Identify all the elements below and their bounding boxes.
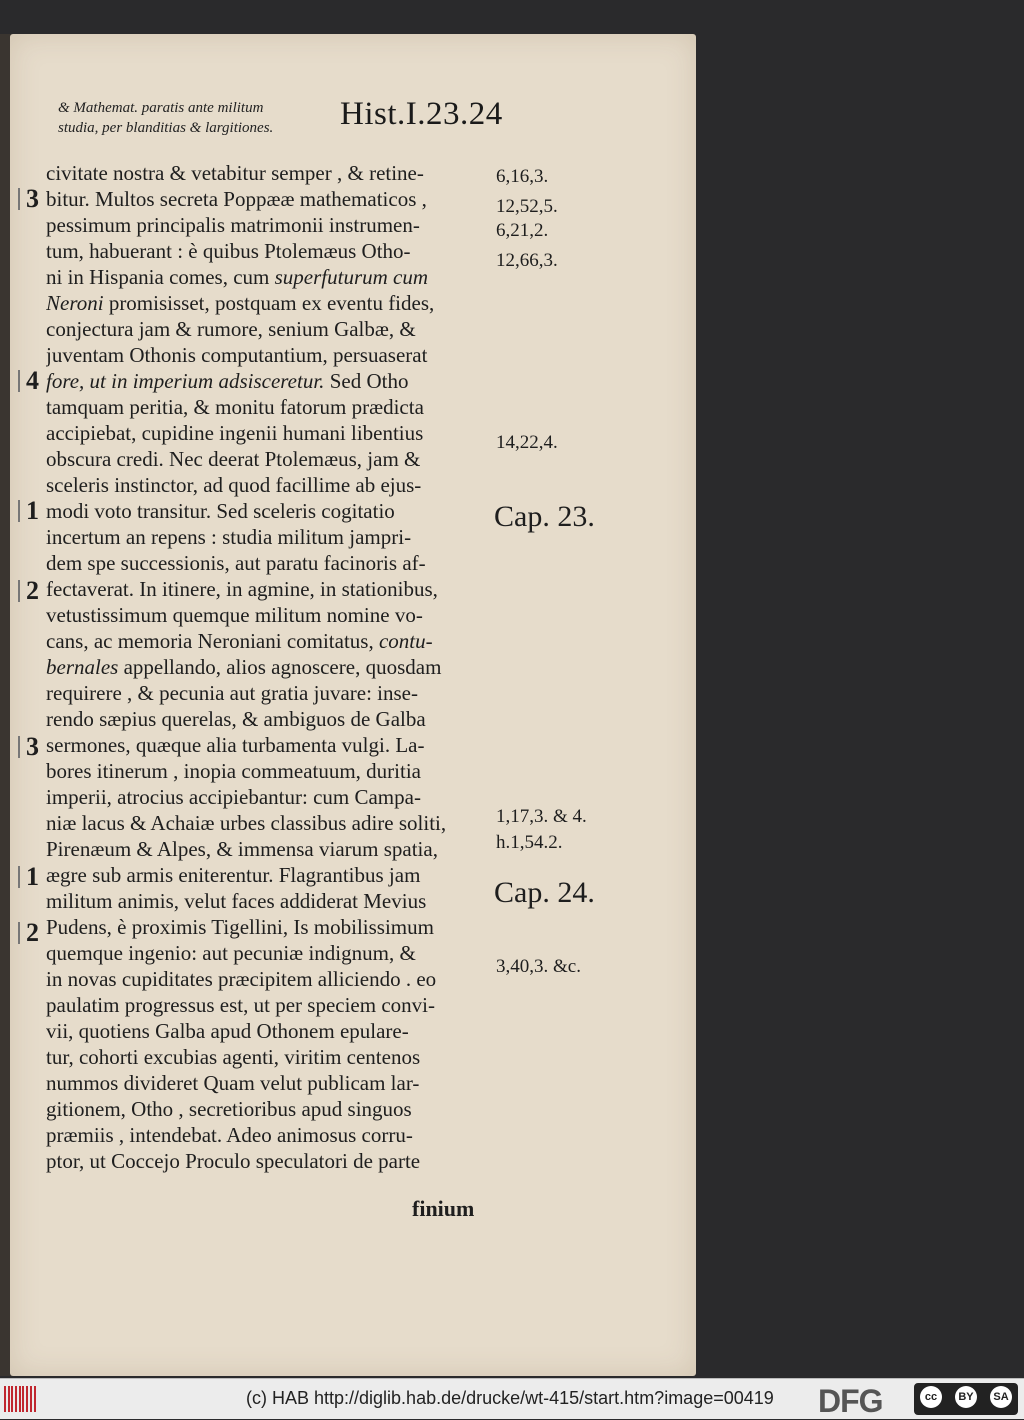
text-line-20-italic: bernales [46, 655, 119, 679]
margin-number: 1 [26, 862, 39, 891]
margin-bar [18, 736, 20, 758]
margin-ref: 12,66,3. [496, 250, 558, 271]
text-line-15: incertum an repens : studia militum jampri- [46, 525, 412, 549]
text-line-7: conjectura jam & rumore, senium Galbæ, & [46, 317, 416, 341]
dfg-logo: DFG [818, 1383, 883, 1419]
text-line-31: quemque ingenio: aut pecuniæ indignum, & [46, 941, 416, 965]
margin-ref: 6,16,3. [496, 166, 549, 187]
text-line-9-italic: fore, ut in imperium adsisceretur. [46, 369, 325, 393]
text-line-36: nummos divideret Quam velut publicam lar- [46, 1071, 420, 1095]
text-line-38: præmiis , intendebat. Adeo animosus corru- [46, 1123, 413, 1147]
text-line-4: tum, habuerant : è quibus Ptolemæus Otho- [46, 239, 411, 263]
margin-number: 3 [26, 732, 39, 761]
text-line-24: bores itinerum , inopia commeatuum, duritia [46, 759, 421, 783]
text-line-29: militum animis, velut faces addiderat Mevius [46, 889, 427, 913]
margin-number: 3 [26, 184, 39, 213]
running-head: Hist.I.23.24 [340, 96, 503, 132]
margin-number: 1 [26, 496, 39, 525]
margin-bar [18, 580, 20, 602]
text-line-20-b: appellando, alios agnoscere, quosdam [118, 655, 442, 679]
header-note-line-1: & Mathemat. paratis ante militum [58, 100, 264, 116]
margin-number: 2 [26, 576, 39, 605]
margin-ref: 14,22,4. [496, 432, 558, 453]
sa-icon: SA [990, 1386, 1012, 1408]
text-line-9 [46, 368, 490, 394]
text-line-26: niæ lacus & Achaiæ urbes classibus adire soliti, [46, 811, 447, 835]
margin-ref: 6,21,2. [496, 220, 549, 241]
text-line-6 [46, 290, 490, 316]
text-line-23: sermones, quæque alia turbamenta vulgi. La- [46, 733, 425, 757]
text-line-6-b: promisisset, postquam ex eventu fides, [103, 291, 435, 315]
text-line-20 [46, 654, 490, 680]
by-icon: BY [955, 1386, 977, 1408]
text-line-19-a: cans, ac memoria Neroniani comitatus, [46, 629, 379, 653]
footer-bar [0, 1378, 1024, 1419]
margin-ref: 3,40,3. &c. [496, 956, 581, 977]
copyright-link[interactable]: (c) HAB http://diglib.hab.de/drucke/wt-415/start.htm?image=00419 [246, 1388, 774, 1408]
margin-ref: h.1,54.2. [496, 832, 563, 853]
text-line-27: Pirenæum & Alpes, & immensa viarum spatia, [46, 837, 438, 861]
margin-bar [18, 188, 20, 210]
text-line-13: sceleris instinctor, ad quod facillime ab ejus- [46, 473, 422, 497]
barcode-icon [4, 1384, 38, 1414]
text-line-5-a: ni in Hispania comes, cum [46, 265, 275, 289]
chapter-heading-24: Cap. 24. [494, 876, 595, 909]
margin-number: 2 [26, 918, 39, 947]
header-side-note [58, 98, 358, 138]
margin-bar [18, 500, 20, 522]
text-line-10: tamquam peritia, & monitu fatorum prædicta [46, 395, 424, 419]
text-line-18: vetustissimum quemque militum nomine vo- [46, 603, 423, 627]
text-line-11: accipiebat, cupidine ingenii humani libentius [46, 421, 424, 445]
text-line-21: requirere , & pecunia aut gratia juvare: inse- [46, 681, 418, 705]
header-note-line-2: studia, per blanditias & largitiones. [58, 120, 274, 136]
margin-number: 4 [26, 366, 39, 395]
margin-bar [18, 922, 20, 944]
text-line-30: Pudens, è proximis Tigellini, Is mobilissimum [46, 915, 434, 939]
margin-ref: 12,52,5. [496, 196, 558, 217]
text-line-17: fectaverat. In itinere, in agmine, in stationibus, [46, 577, 438, 601]
cc-license-badge[interactable] [914, 1383, 1018, 1415]
text-line-2: bitur. Multos secreta Poppææ mathematicos , [46, 187, 427, 211]
text-line-1: civitate nostra & vetabitur semper , & retine- [46, 161, 424, 185]
chapter-heading-23: Cap. 23. [494, 500, 595, 533]
text-line-9-b: Sed Otho [324, 369, 409, 393]
text-line-25: imperii, atrocius accipiebantur: cum Campa- [46, 785, 421, 809]
text-line-6-italic: Neroni [46, 291, 104, 315]
text-line-37: gitionem, Otho , secretioribus apud singuos [46, 1097, 412, 1121]
text-line-35: tur, cohorti excubias agenti, viritim centenos [46, 1045, 421, 1069]
text-line-8: juventam Othonis computantium, persuaserat [46, 343, 428, 367]
text-line-28: ægre sub armis eniterentur. Flagrantibus jam [46, 863, 421, 887]
text-line-19-italic: contu- [378, 629, 433, 653]
text-line-14: modi voto transitur. Sed sceleris cogitatio [46, 499, 395, 523]
text-line-32: in novas cupiditates præcipitem alliciendo . eo [46, 967, 437, 991]
text-line-5-italic: superfuturum cum [274, 265, 429, 289]
text-line-12: obscura credi. Nec deerat Ptolemæus, jam & [46, 447, 421, 471]
margin-bar [18, 370, 20, 392]
cc-icon: cc [920, 1386, 942, 1408]
text-line-22: rendo sæpius querelas, & ambiguos de Galba [46, 707, 426, 731]
catchword: finium [412, 1196, 475, 1221]
text-line-19 [46, 628, 490, 654]
margin-ref: 1,17,3. & 4. [496, 806, 587, 827]
text-line-39: ptor, ut Coccejo Proculo speculatori de parte [46, 1149, 421, 1173]
text-line-5 [46, 264, 490, 290]
text-line-34: vii, quotiens Galba apud Othonem epulare- [46, 1019, 409, 1043]
text-line-3: pessimum principalis matrimonii instrumen- [46, 213, 420, 237]
text-line-33: paulatim progressus est, ut per speciem convi- [46, 993, 435, 1017]
text-line-16: dem spe successionis, aut paratu facinoris af- [46, 551, 426, 575]
margin-bar [18, 866, 20, 888]
